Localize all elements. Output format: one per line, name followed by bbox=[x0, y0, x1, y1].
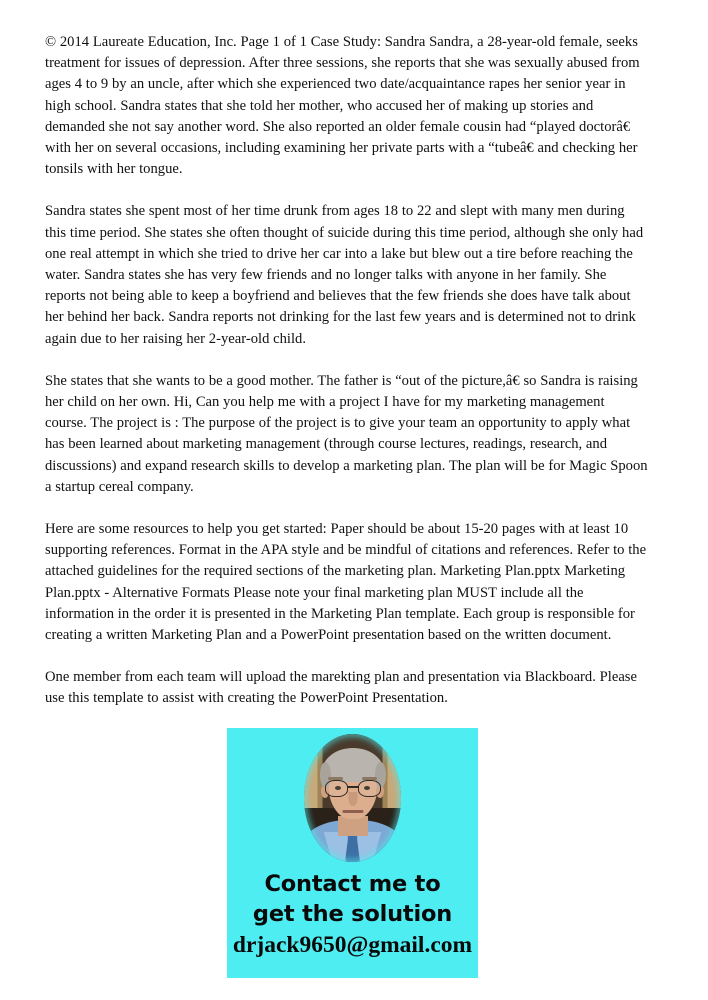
contact-card bbox=[227, 728, 478, 978]
contact-card-wrapper bbox=[227, 728, 478, 978]
paragraph-1: © 2014 Laureate Education, Inc. Page 1 of 1 Case Study: Sandra Sandra, a 28-year-old female, seeks treatment for issues of depression. After three sessions, she reports that she was sexually abused from ages 4 to 9 by an uncle, after which she experienced two date/acquaintance rapes her senior year in high school. Sandra states that she told her mother, who accused her of making up stories and demanded she not say another word. She also reported an older female cousin had “played doctorâ€ with her on several occasions, including examining her private parts with a “tubeâ€ and checking her tonsils with her tongue. bbox=[45, 34, 640, 178]
contact-email: drjack9650@gmail.com bbox=[232, 932, 473, 958]
paragraph-4: Here are some resources to help you get started: Paper should be about 15-20 pages with at least 10 supporting references. Format in the APA style and be mindful of citations and references. Refer to the attached guidelines for the required sections of the marketing plan. Marketing Plan.pptx Marketing Plan.pptx - Alternative Formats Please note your final marketing plan MUST include all the information in the order it is presented in the Marketing Plan template. Each group is responsible for creating a written Marketing Plan and a PowerPoint presentation based on the written document. bbox=[45, 521, 647, 644]
paragraph-5: One member from each team will upload the marekting plan and presentation via Blackboard. Please use this template to assist with creating the PowerPoint Presentation. bbox=[45, 669, 637, 707]
contact-headline-line-1: Contact me to bbox=[264, 871, 441, 897]
contact-headline-line-2: get the solution bbox=[252, 901, 453, 927]
paragraph-2: Sandra states she spent most of her time drunk from ages 18 to 22 and slept with many men during this time period. She states she often thought of suicide during this time period, although she only had one real attempt in which she tried to drive her car into a lake but blew out a tire before reaching the water. Sandra states she has very few friends and no longer talks with anyone in her family. She reports not being able to keep a boyfriend and believes that the few friends she does have talk about her behind her back. Sandra reports not drinking for the last few years and is determined not to drink again due to her raising her 2-year-old child. bbox=[45, 203, 644, 347]
portrait-photo-icon bbox=[304, 734, 401, 862]
paragraph-3: She states that she wants to be a good mother. The father is “out of the picture,â€ so Sandra is raising her child on her own. Hi, Can you help me with a project I have for my marketing management course. The project is : The purpose of the project is to give your team an opportunity to apply what has been learned about marketing management (through course lectures, readings, research, and discussions) and expand research skills to develop a marketing plan. The plan will be for Magic Spoon a startup cereal company. bbox=[45, 372, 648, 495]
document-body bbox=[45, 32, 649, 710]
